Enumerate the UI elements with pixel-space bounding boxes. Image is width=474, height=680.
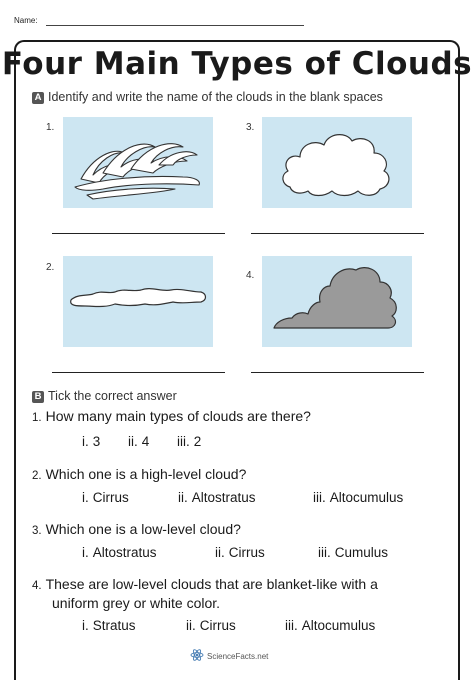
cumulus-cloud-icon xyxy=(262,117,412,208)
question-2 xyxy=(32,466,246,482)
cirrus-cloud-icon xyxy=(63,117,213,208)
name-label: Name: xyxy=(14,16,38,25)
footer-brand-text: ScienceFacts.net xyxy=(207,652,269,661)
section-b-instruction: Tick the correct answer xyxy=(48,389,177,403)
question-4-number: 4. xyxy=(32,580,42,592)
question-2-options xyxy=(82,490,442,508)
option-roman: ii. xyxy=(178,490,188,505)
option-text: Altostratus xyxy=(92,545,157,560)
option-q4-ii[interactable] xyxy=(186,618,236,633)
item-4-answer-line[interactable] xyxy=(251,372,424,373)
option-q2-ii[interactable] xyxy=(178,490,256,505)
option-q3-iii[interactable] xyxy=(318,545,388,560)
option-text: Cirrus xyxy=(199,618,236,633)
item-2-panel xyxy=(63,256,213,347)
section-a-instruction: Identify and write the name of the clouds in the blank spaces xyxy=(48,90,383,104)
option-q4-iii[interactable] xyxy=(285,618,375,633)
question-3-options xyxy=(82,545,422,563)
option-q2-iii[interactable] xyxy=(313,490,403,505)
footer-brand xyxy=(190,648,268,662)
option-q4-i[interactable] xyxy=(82,618,136,633)
question-4-options xyxy=(82,618,422,636)
item-3-panel xyxy=(262,117,412,208)
option-roman: iii. xyxy=(313,490,326,505)
option-text: Cirrus xyxy=(92,490,129,505)
question-3 xyxy=(32,521,241,537)
question-4-text-line-2: uniform grey or white color. xyxy=(52,595,221,611)
option-roman: i. xyxy=(82,434,89,449)
atom-logo-icon xyxy=(190,648,204,662)
option-q1-iii[interactable] xyxy=(177,434,201,449)
nimbus-cloud-icon xyxy=(262,256,412,347)
question-3-number: 3. xyxy=(32,525,42,537)
option-q1-ii[interactable] xyxy=(128,434,149,449)
option-text: 2 xyxy=(193,434,202,449)
question-4-text-line-1: These are low-level clouds that are blanket-like with a xyxy=(45,576,378,592)
option-q3-i[interactable] xyxy=(82,545,157,560)
option-roman: ii. xyxy=(186,618,196,633)
item-2-answer-line[interactable] xyxy=(52,372,225,373)
section-a-heading xyxy=(32,90,383,104)
question-1-number: 1. xyxy=(32,412,42,424)
question-3-text: Which one is a low-level cloud? xyxy=(45,521,241,537)
section-a-badge: A xyxy=(32,92,44,104)
section-b-badge: B xyxy=(32,391,44,403)
option-q1-i[interactable] xyxy=(82,434,100,449)
option-roman: ii. xyxy=(128,434,138,449)
question-1-options xyxy=(82,434,282,452)
option-text: 3 xyxy=(92,434,101,449)
question-4-line-2 xyxy=(52,595,220,611)
question-1 xyxy=(32,408,311,424)
question-1-text: How many main types of clouds are there? xyxy=(45,408,311,424)
option-q2-i[interactable] xyxy=(82,490,129,505)
option-roman: ii. xyxy=(215,545,225,560)
option-roman: i. xyxy=(82,618,89,633)
item-1-answer-line[interactable] xyxy=(52,233,225,234)
question-2-number: 2. xyxy=(32,470,42,482)
worksheet-title: Four Main Types of Clouds xyxy=(1,46,473,82)
option-roman: i. xyxy=(82,545,89,560)
option-text: Stratus xyxy=(92,618,136,633)
option-text: Cirrus xyxy=(228,545,265,560)
option-roman: iii. xyxy=(318,545,331,560)
item-1-number: 1. xyxy=(46,122,55,133)
question-4 xyxy=(32,576,378,592)
item-1-panel xyxy=(63,117,213,208)
option-text: Altostratus xyxy=(191,490,256,505)
item-3-answer-line[interactable] xyxy=(251,233,424,234)
item-2-number: 2. xyxy=(46,262,55,273)
stratus-cloud-icon xyxy=(63,256,213,347)
option-text: Cumulus xyxy=(334,545,389,560)
name-input-line[interactable] xyxy=(46,25,304,26)
question-2-text: Which one is a high-level cloud? xyxy=(45,466,247,482)
section-b-heading xyxy=(32,389,177,403)
option-roman: iii. xyxy=(285,618,298,633)
item-4-number: 4. xyxy=(246,270,255,281)
item-4-panel xyxy=(262,256,412,347)
item-3-number: 3. xyxy=(246,122,255,133)
option-text: 4 xyxy=(141,434,150,449)
option-roman: iii. xyxy=(177,434,190,449)
option-text: Altocumulus xyxy=(329,490,404,505)
option-q3-ii[interactable] xyxy=(215,545,265,560)
option-text: Altocumulus xyxy=(301,618,376,633)
option-roman: i. xyxy=(82,490,89,505)
